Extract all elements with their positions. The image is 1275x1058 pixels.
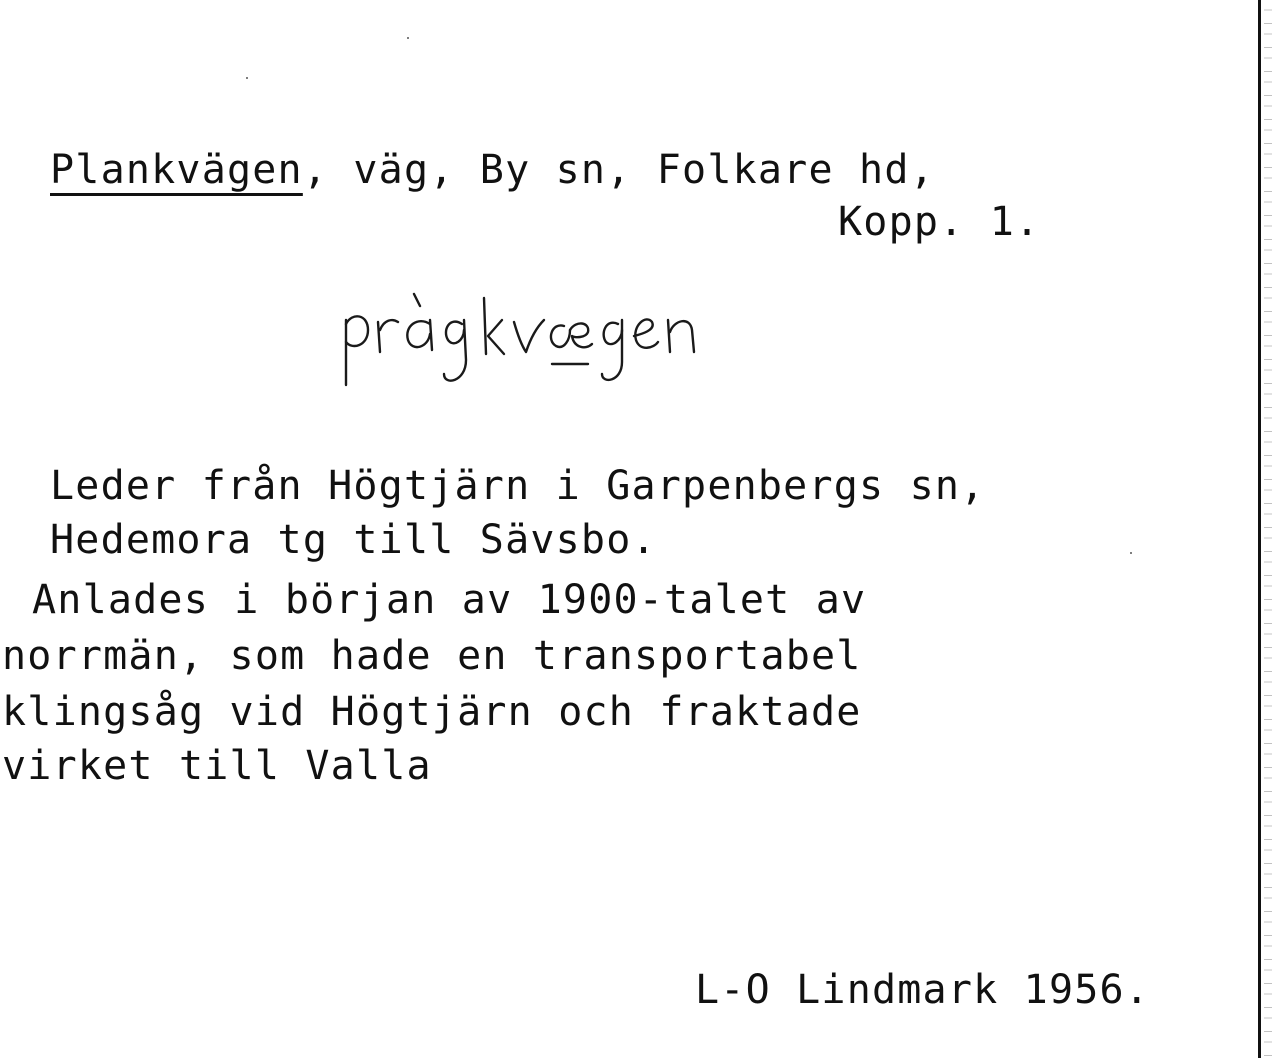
map-reference: Kopp. 1. [838,199,1041,245]
card-edge-border [1258,0,1261,1058]
description-line-2: Hedemora tg till Sävsbo. [50,517,657,563]
handwritten-pronunciation [338,290,718,400]
scan-dust-speck [407,37,409,39]
history-line-3: klingsåg vid Högtjärn och fraktade [2,689,862,735]
description-line-1: Leder från Högtjärn i Garpenbergs sn, [50,463,986,509]
history-line-4: virket till Valla [2,743,432,789]
scan-edge-noise [1264,0,1272,1058]
scan-dust-speck [1130,552,1132,554]
place-name: Plankvägen [50,147,303,193]
card-header [50,146,935,194]
place-classification: , väg, By sn, Folkare hd, [302,147,935,193]
author-signature: L-O Lindmark 1956. [695,967,1151,1013]
history-line-2: norrmän, som hade en transportabel [2,633,862,679]
scan-dust-speck [246,77,248,79]
history-line-1: Anlades i början av 1900-talet av [32,577,867,623]
